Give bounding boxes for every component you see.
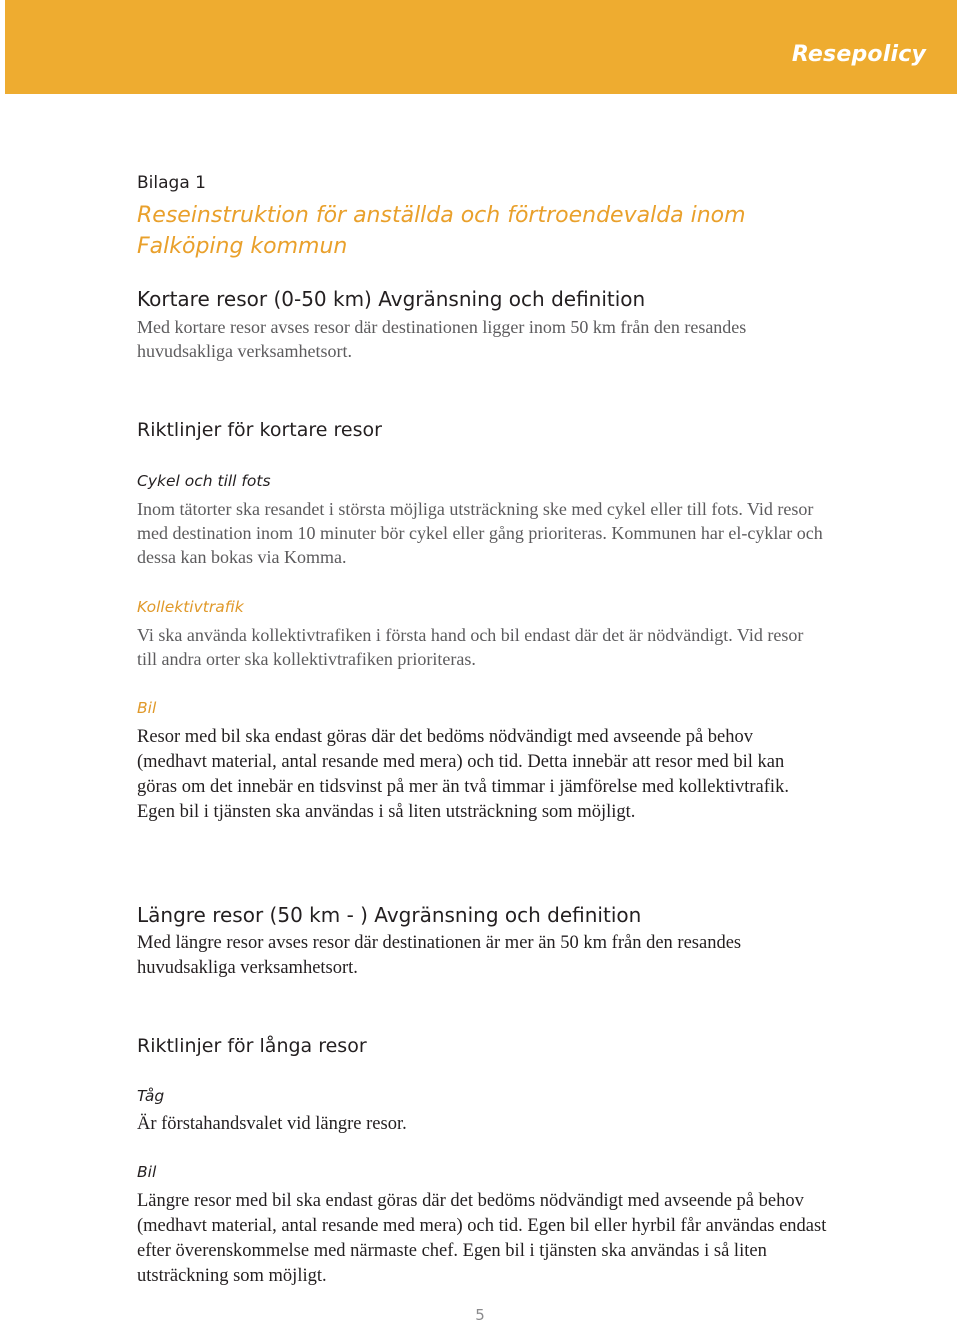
document-title: Reseinstruktion för anställda och förtroendevalda inom Falköping kommun xyxy=(137,203,746,259)
bike-walk-text: Inom tätorter ska resandet i största möjliga utsträckning ske med cykel eller till fots. Vid resor med destination inom 10 minuter bör cykel eller gång prioriteras. Kommunen har el-cyklar och dessa kan bokas via Komma. xyxy=(137,499,823,567)
train-subheading: Tåg xyxy=(137,1087,165,1105)
bike-walk-subheading: Cykel och till fots xyxy=(137,472,271,490)
public-transport-subheading: Kollektivtrafik xyxy=(137,598,244,616)
long-trips-heading: Längre resor (50 km - ) Avgränsning och definition xyxy=(137,903,642,927)
short-trips-guidelines-heading: Riktlinjer för kortare resor xyxy=(137,419,382,441)
car-text: Resor med bil ska endast göras där det bedöms nödvändigt med avseende på behov (medhavt material, antal resande med mera) och tid. Detta innebär att resor med bil kan göras om det innebär en tidsvinst på mer än två timmar i jämförelse med kollektivtrafik. Egen bil i tjänsten ska användas i så liten utsträckning som möjligt. xyxy=(137,727,789,822)
short-trips-heading: Kortare resor (0-50 km) Avgränsning och definition xyxy=(137,287,646,311)
train-text: Är förstahandsvalet vid längre resor. xyxy=(137,1114,407,1134)
long-car-subheading: Bil xyxy=(137,1163,157,1181)
public-transport-text: Vi ska använda kollektivtrafiken i första hand och bil endast där det är nödvändigt. Vid resor till andra orter ska kollektivtrafiken prioriteras. xyxy=(137,625,804,669)
car-subheading: Bil xyxy=(137,699,157,717)
short-trips-definition: Med kortare resor avses resor där destinationen ligger inom 50 km från den resandes huvudsakliga verksamhetsort. xyxy=(137,317,747,361)
header-title: Resepolicy xyxy=(791,42,926,67)
long-trips-guidelines-heading: Riktlinjer för långa resor xyxy=(137,1035,367,1057)
page-number: 5 xyxy=(475,1306,485,1324)
long-car-text: Längre resor med bil ska endast göras där det bedöms nödvändigt med avseende på behov (medhavt material, antal resande med mera) och tid. Egen bil eller hyrbil får användas endast efter överenskommelse med närmaste chef. Egen bil i tjänsten ska användas i så liten utsträckning som möjligt. xyxy=(137,1191,827,1286)
appendix-label: Bilaga 1 xyxy=(137,173,206,193)
long-trips-definition: Med längre resor avses resor där destinationen är mer än 50 km från den resandes huvudsakliga verksamhetsort. xyxy=(137,933,742,978)
